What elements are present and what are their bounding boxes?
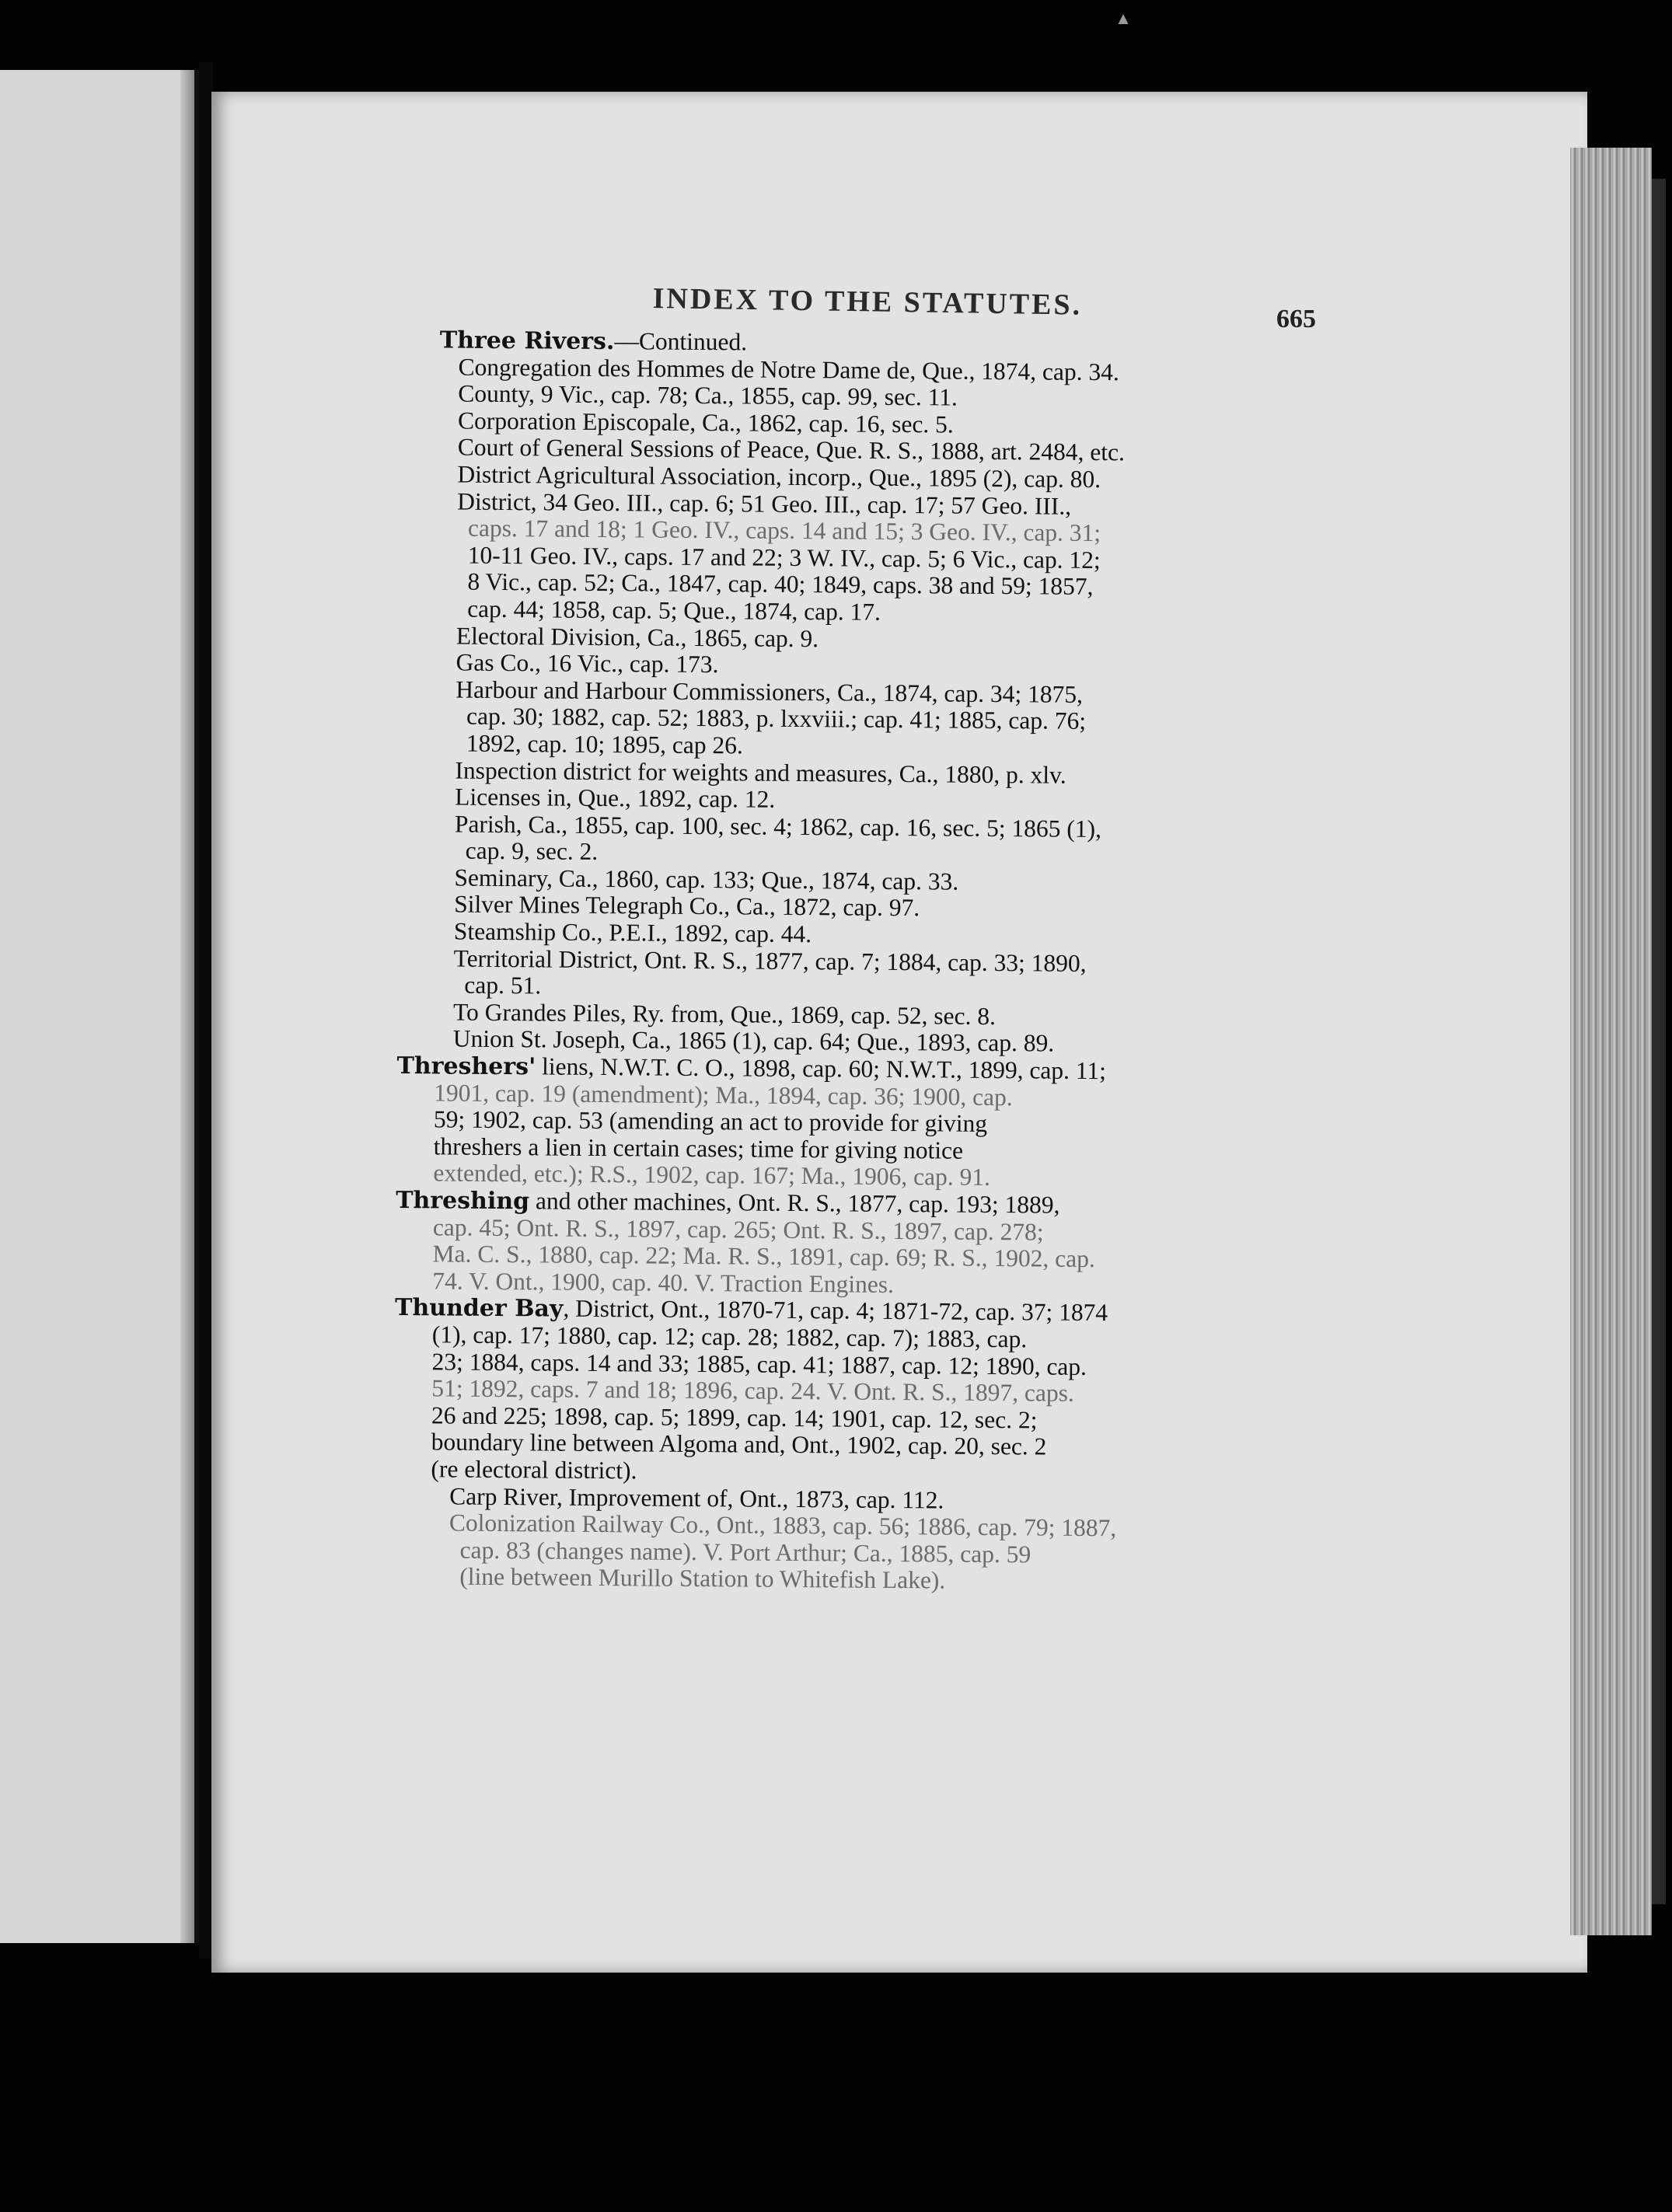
index-entry-text: threshers a lien in certain cases; time for giving notice xyxy=(433,1132,964,1164)
index-heading: Threshers' xyxy=(396,1052,536,1081)
index-entry-text: 51; 1892, caps. 7 and 18; 1896, cap. 24. V. Ont. R. S., 1897, caps. xyxy=(431,1374,1074,1407)
index-heading: Thunder Bay xyxy=(394,1294,564,1324)
index-entry-text: cap. 44; 1858, cap. 5; Que., 1874, cap. 17. xyxy=(467,595,881,626)
index-entry-text: Ma. C. S., 1880, cap. 22; Ma. R. S., 1891, cap. 69; R. S., 1902, cap. xyxy=(432,1240,1095,1273)
index-entry-text: Silver Mines Telegraph Co., Ca., 1872, cap. 97. xyxy=(454,891,920,922)
index-entry-text: Union St. Joseph, Ca., 1865 (1), cap. 64; Que., 1893, cap. 89. xyxy=(452,1024,1055,1058)
index-entry-text: Steamship Co., P.E.I., 1892, cap. 44. xyxy=(453,917,812,948)
page-fore-edge-shadow xyxy=(1652,179,1666,1904)
page-number: 665 xyxy=(1276,305,1316,333)
index-entry-text: Parish, Ca., 1855, cap. 100, sec. 4; 1862, cap. 16, sec. 5; 1865 (1), xyxy=(454,810,1102,843)
index-entry-text: 1892, cap. 10; 1895, cap 26. xyxy=(466,729,743,759)
page-fore-edge xyxy=(1570,148,1652,1935)
index-entry-text: 74. V. Ont., 1900, cap. 40. V. Traction Engines. xyxy=(432,1267,895,1298)
index-entry-text: caps. 17 and 18; 1 Geo. IV., caps. 14 and 15; 3 Geo. IV., cap. 31; xyxy=(467,514,1101,547)
index-entry-text: 10-11 Geo. IV., caps. 17 and 22; 3 W. IV., cap. 5; 6 Vic., cap. 12; xyxy=(467,541,1101,574)
index-entry-text: Licenses in, Que., 1892, cap. 12. xyxy=(455,783,776,813)
index-entry-text: Gas Co., 16 Vic., cap. 173. xyxy=(456,648,719,679)
scan-mark: ▲ xyxy=(1115,9,1132,28)
index-entry-text: 8 Vic., cap. 52; Ca., 1847, cap. 40; 1849, caps. 38 and 59; 1857, xyxy=(467,568,1094,601)
index-entry-text: cap. 30; 1882, cap. 52; 1883, p. lxxviii.; cap. 41; 1885, cap. 76; xyxy=(466,702,1087,735)
index-entry-text: Corporation Episcopale, Ca., 1862, cap. 16, sec. 5. xyxy=(457,406,954,438)
index-entry-text: boundary line between Algoma and, Ont., 1902, cap. 20, sec. 2 xyxy=(431,1428,1047,1460)
index-entry-text: Court of General Sessions of Peace, Que. R. S., 1888, art. 2484, etc. xyxy=(457,433,1126,466)
index-entry-text: and other machines, Ont. R. S., 1877, cap. 193; 1889, xyxy=(529,1187,1060,1219)
left-facing-page xyxy=(0,70,199,1943)
index-entry-text: Seminary, Ca., 1860, cap. 133; Que., 1874, cap. 33. xyxy=(454,864,959,895)
index-entry-text: Harbour and Harbour Commissioners, Ca., 1874, cap. 34; 1875, xyxy=(456,675,1084,708)
index-entry-text: (line between Murillo Station to Whitefish Lake). xyxy=(459,1562,946,1594)
index-entry-text: Territorial District, Ont. R. S., 1877, cap. 7; 1884, cap. 33; 1890, xyxy=(453,944,1087,977)
index-entry-text: District, 34 Geo. III., cap. 6; 51 Geo. III., cap. 17; 57 Geo. III., xyxy=(457,487,1072,520)
index-entry-text: 23; 1884, caps. 14 and 33; 1885, cap. 41; 1887, cap. 12; 1890, cap. xyxy=(431,1347,1087,1380)
index-heading: Threshing xyxy=(396,1186,530,1216)
running-header: INDEX TO THE STATUTES. xyxy=(652,281,1083,322)
index-heading: Three Rivers. xyxy=(439,326,615,356)
index-entry-text: cap. 83 (changes name). V. Port Arthur; Ca., 1885, cap. 59 xyxy=(459,1536,1031,1568)
left-page-edge xyxy=(180,70,194,1943)
index-entry-text: (1), cap. 17; 1880, cap. 12; cap. 28; 1882, cap. 7); 1883, cap. xyxy=(431,1321,1028,1353)
index-entry-text: Carp River, Improvement of, Ont., 1873, cap. 112. xyxy=(449,1482,944,1514)
index-entry-text: County, 9 Vic., cap. 78; Ca., 1855, cap. 99, sec. 11. xyxy=(458,379,958,411)
index-entry-text: cap. 45; Ont. R. S., 1897, cap. 265; Ont. R. S., 1897, cap. 278; xyxy=(432,1212,1044,1246)
index-entry-text: 59; 1902, cap. 53 (amending an act to provide for giving xyxy=(433,1105,988,1138)
index-entry-text: liens, N.W.T. C. O., 1898, cap. 60; N.W.T., 1899, cap. 11; xyxy=(536,1052,1107,1085)
index-entry-text: extended, etc.); R.S., 1902, cap. 167; Ma., 1906, cap. 91. xyxy=(433,1159,991,1191)
index-entry-text: Inspection district for weights and measures, Ca., 1880, p. xlv. xyxy=(455,756,1066,789)
index-entries xyxy=(393,326,1320,1597)
index-entry-text: To Grandes Piles, Ry. from, Que., 1869, cap. 52, sec. 8. xyxy=(452,998,997,1030)
index-entry-text: 1901, cap. 19 (amendment); Ma., 1894, cap. 36; 1900, cap. xyxy=(434,1078,1013,1111)
index-entry-text: , District, Ont., 1870-71, cap. 4; 1871-72, cap. 37; 1874 xyxy=(563,1295,1108,1327)
index-entry-text: cap. 51. xyxy=(464,971,542,1000)
index-entry-text: Colonization Railway Co., Ont., 1883, cap. 56; 1886, cap. 79; 1887, xyxy=(449,1509,1117,1542)
index-entry-text: District Agricultural Association, incorp., Que., 1895 (2), cap. 80. xyxy=(457,460,1101,494)
index-entry-text: cap. 9, sec. 2. xyxy=(465,836,599,866)
index-entry-text: —Continued. xyxy=(614,327,748,356)
index-entry-text: Electoral Division, Ca., 1865, cap. 9. xyxy=(456,622,819,652)
index-entry-text: (re electoral district). xyxy=(431,1455,637,1485)
index-entry-text: 26 and 225; 1898, cap. 5; 1899, cap. 14; 1901, cap. 12, sec. 2; xyxy=(431,1401,1038,1434)
index-entry-text: Congregation des Hommes de Notre Dame de, Que., 1874, cap. 34. xyxy=(458,353,1120,386)
